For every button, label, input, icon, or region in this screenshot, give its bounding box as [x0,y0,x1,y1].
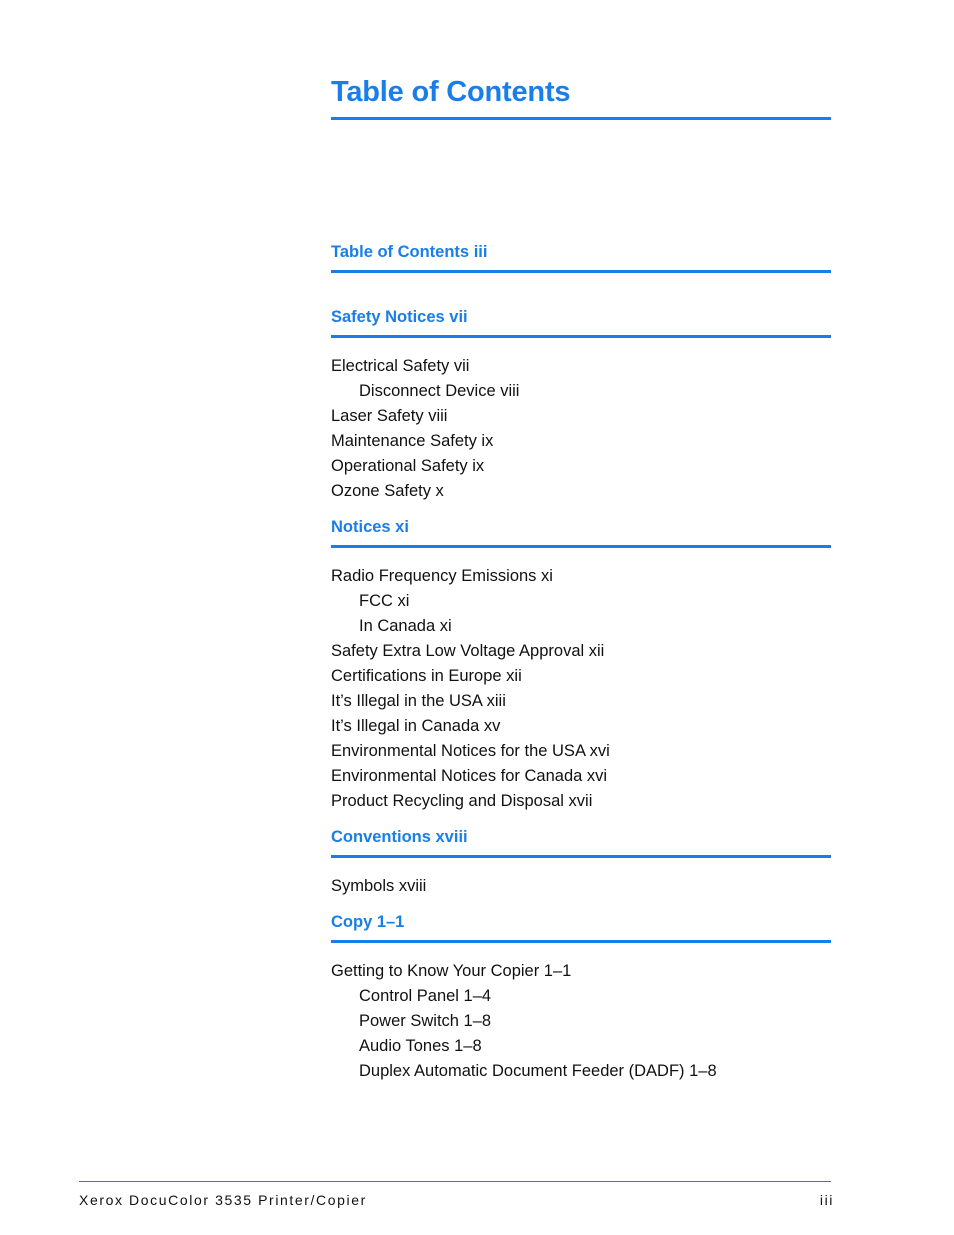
toc-subentry[interactable]: FCC xi [359,592,410,610]
toc-entry[interactable]: Safety Extra Low Voltage Approval xii [331,642,605,660]
toc-subentry[interactable]: Audio Tones 1–8 [359,1037,482,1055]
toc-section-heading[interactable]: Table of Contents iii [331,243,488,261]
footer-page-number: iii [819,1192,834,1208]
toc-section [331,825,831,899]
toc-section [331,305,831,504]
toc-entry[interactable]: It’s Illegal in Canada xv [331,717,501,735]
table-of-contents [331,240,831,1095]
toc-section [331,515,831,814]
toc-entry[interactable]: Maintenance Safety ix [331,432,494,450]
footer-divider [79,1181,831,1182]
toc-entry[interactable]: Certifications in Europe xii [331,667,522,685]
toc-entry-list [331,943,831,1084]
toc-section-heading[interactable]: Copy 1–1 [331,913,405,931]
toc-subentry[interactable]: Duplex Automatic Document Feeder (DADF) 1–8 [359,1062,717,1080]
footer-product-name: Xerox DocuColor 3535 Printer/Copier [79,1192,367,1208]
toc-entry[interactable]: It’s Illegal in the USA xiii [331,692,506,710]
toc-section-heading[interactable]: Notices xi [331,518,409,536]
toc-entry[interactable]: Electrical Safety vii [331,357,470,375]
toc-entry[interactable]: Symbols xviii [331,877,427,895]
toc-entry[interactable]: Environmental Notices for Canada xvi [331,767,608,785]
toc-entry[interactable]: Product Recycling and Disposal xvii [331,792,593,810]
toc-entry-list [331,548,831,814]
toc-entry[interactable]: Radio Frequency Emissions xi [331,567,553,585]
toc-entry[interactable]: Ozone Safety x [331,482,444,500]
toc-entry[interactable]: Operational Safety ix [331,457,485,475]
toc-subentry[interactable]: Disconnect Device viii [359,382,520,400]
toc-subentry[interactable]: Power Switch 1–8 [359,1012,492,1030]
toc-entry[interactable]: Environmental Notices for the USA xvi [331,742,610,760]
toc-entry-list [331,858,831,899]
toc-subentry[interactable]: Control Panel 1–4 [359,987,492,1005]
title-divider [331,117,831,120]
toc-section-heading[interactable]: Safety Notices vii [331,308,468,326]
toc-entry-list [331,338,831,504]
toc-section [331,910,831,1084]
page-title: Table of Contents [331,76,571,108]
toc-entry[interactable]: Laser Safety viii [331,407,448,425]
toc-section-heading[interactable]: Conventions xviii [331,828,468,846]
toc-subentry[interactable]: In Canada xi [359,617,452,635]
toc-entry[interactable]: Getting to Know Your Copier 1–1 [331,962,572,980]
section-divider [331,270,831,273]
toc-section [331,240,831,273]
